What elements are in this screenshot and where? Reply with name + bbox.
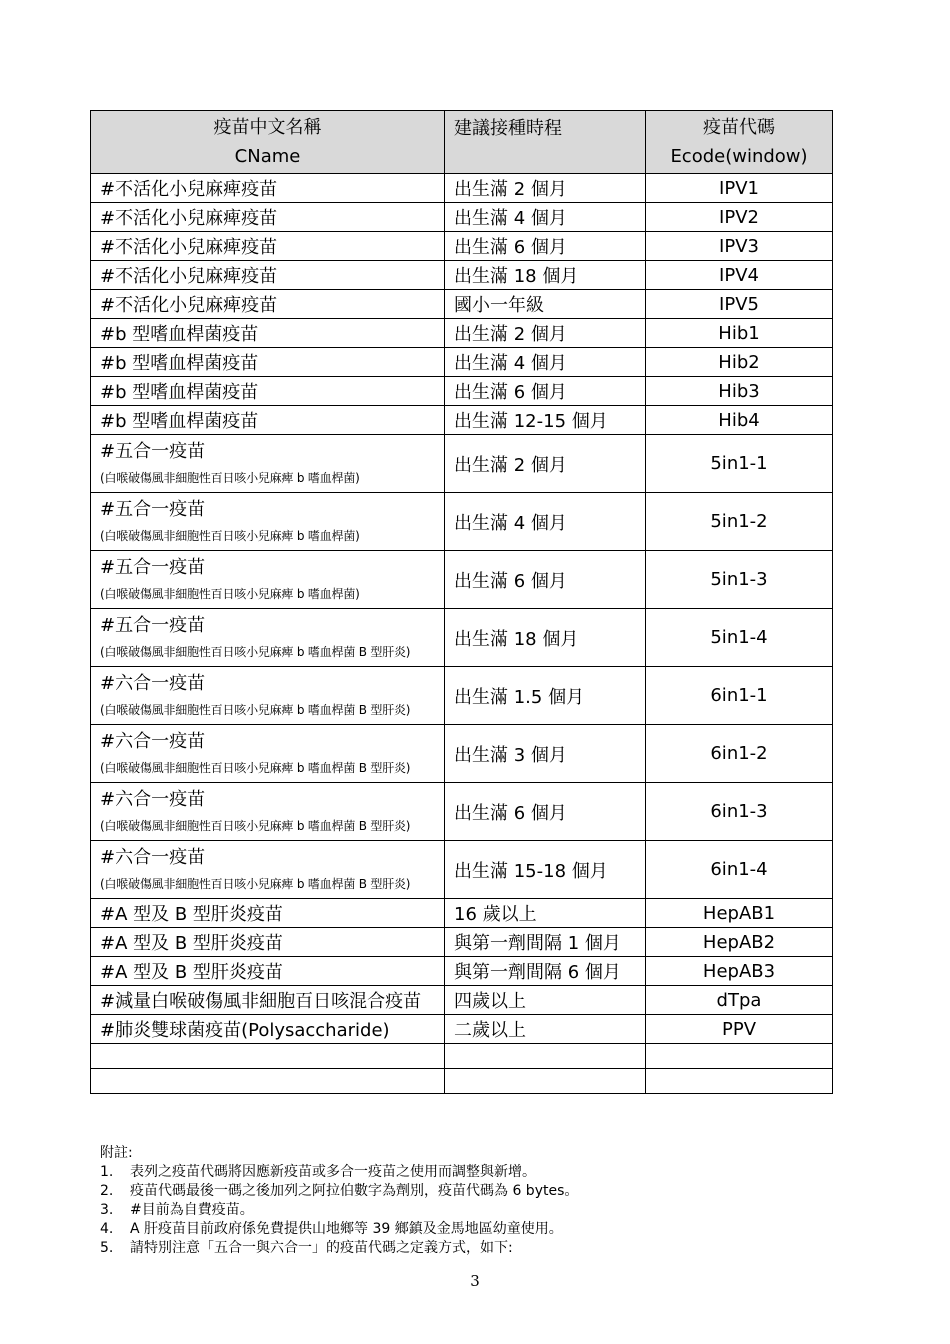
- vaccine-name: #六合一疫苗: [100, 673, 206, 694]
- cell-schedule: 與第一劑間隔 6 個月: [445, 957, 646, 986]
- header-vaccine-code: [646, 111, 833, 174]
- cell-schedule: 二歲以上: [445, 1015, 646, 1044]
- footnote: [100, 1144, 860, 1258]
- cell-vaccine-name: [91, 783, 445, 841]
- cell-vaccine-name: [91, 609, 445, 667]
- cell-vaccine-name: #A 型及 B 型肝炎疫苗: [91, 928, 445, 957]
- table-row: [91, 348, 833, 377]
- header-code-cn: 疫苗代碼: [703, 117, 775, 138]
- cell-schedule: 出生滿 2 個月: [445, 435, 646, 493]
- vaccine-components: (白喉破傷風非細胞性百日咳小兒麻痺 b 嗜血桿菌): [100, 587, 360, 601]
- cell-vaccine-code: IPV4: [646, 261, 833, 290]
- cell-vaccine-code: 6in1-3: [646, 783, 833, 841]
- table-row: [91, 667, 833, 725]
- cell-vaccine-name: [91, 551, 445, 609]
- cell-schedule: 出生滿 1.5 個月: [445, 667, 646, 725]
- vaccine-components: (白喉破傷風非細胞性百日咳小兒麻痺 b 嗜血桿菌 B 型肝炎): [100, 819, 411, 833]
- cell-vaccine-code: HepAB1: [646, 899, 833, 928]
- footnote-item: [100, 1163, 860, 1182]
- header-code-en: Ecode(window): [670, 146, 808, 167]
- footnote-item: [100, 1239, 860, 1258]
- cell-vaccine-code: PPV: [646, 1015, 833, 1044]
- vaccine-name: #六合一疫苗: [100, 731, 206, 752]
- table-row: [91, 290, 833, 319]
- cell-vaccine-name: [91, 725, 445, 783]
- cell-schedule: 四歲以上: [445, 986, 646, 1015]
- cell-vaccine-code: IPV1: [646, 174, 833, 203]
- cell-vaccine-name: #減量白喉破傷風非細胞百日咳混合疫苗: [91, 986, 445, 1015]
- cell-vaccine-name: [91, 841, 445, 899]
- vaccine-components: (白喉破傷風非細胞性百日咳小兒麻痺 b 嗜血桿菌): [100, 471, 360, 485]
- cell-vaccine-code: HepAB3: [646, 957, 833, 986]
- cell-schedule: 出生滿 12-15 個月: [445, 406, 646, 435]
- footnote-text: #目前為自費疫苗。: [130, 1202, 254, 1218]
- cell-vaccine-code: 5in1-1: [646, 435, 833, 493]
- empty-cell: [445, 1069, 646, 1094]
- cell-vaccine-name: #不活化小兒麻痺疫苗: [91, 203, 445, 232]
- cell-schedule: 出生滿 2 個月: [445, 319, 646, 348]
- footnote-number: 1.: [100, 1164, 114, 1180]
- vaccine-code-table: [90, 110, 833, 1094]
- cell-schedule: 出生滿 6 個月: [445, 551, 646, 609]
- cell-vaccine-code: IPV3: [646, 232, 833, 261]
- header-name-en: CName: [234, 146, 301, 167]
- footnote-title: 附註:: [100, 1145, 133, 1161]
- cell-schedule: 出生滿 6 個月: [445, 377, 646, 406]
- cell-vaccine-name: #b 型嗜血桿菌疫苗: [91, 377, 445, 406]
- page-number: 3: [470, 1272, 480, 1290]
- vaccine-components: (白喉破傷風非細胞性百日咳小兒麻痺 b 嗜血桿菌 B 型肝炎): [100, 703, 411, 717]
- vaccine-name: #六合一疫苗: [100, 789, 206, 810]
- table-body: [91, 174, 833, 1094]
- footnote-list: [100, 1163, 860, 1258]
- table-row: [91, 928, 833, 957]
- cell-vaccine-code: 5in1-3: [646, 551, 833, 609]
- table-row: [91, 261, 833, 290]
- cell-vaccine-name: #A 型及 B 型肝炎疫苗: [91, 899, 445, 928]
- footnote-number: 4.: [100, 1221, 114, 1237]
- vaccine-name: #五合一疫苗: [100, 615, 206, 636]
- table-row: [91, 609, 833, 667]
- table-row: [91, 493, 833, 551]
- cell-vaccine-code: 6in1-4: [646, 841, 833, 899]
- table-row: [91, 406, 833, 435]
- footnote-item: [100, 1201, 860, 1220]
- cell-vaccine-name: #不活化小兒麻痺疫苗: [91, 232, 445, 261]
- cell-vaccine-code: IPV2: [646, 203, 833, 232]
- table-row: [91, 174, 833, 203]
- footnote-text: 疫苗代碼最後一碼之後加列之阿拉伯數字為劑別，疫苗代碼為 6 bytes。: [130, 1183, 579, 1199]
- cell-vaccine-code: Hib2: [646, 348, 833, 377]
- cell-schedule: 出生滿 15-18 個月: [445, 841, 646, 899]
- cell-vaccine-name: #不活化小兒麻痺疫苗: [91, 290, 445, 319]
- cell-schedule: 出生滿 3 個月: [445, 725, 646, 783]
- footnote-text: 表列之疫苗代碼將因應新疫苗或多合一疫苗之使用而調整與新增。: [130, 1164, 536, 1180]
- cell-vaccine-name: #不活化小兒麻痺疫苗: [91, 261, 445, 290]
- cell-vaccine-code: 5in1-2: [646, 493, 833, 551]
- cell-schedule: 16 歲以上: [445, 899, 646, 928]
- footnote-number: 3.: [100, 1202, 114, 1218]
- cell-vaccine-code: HepAB2: [646, 928, 833, 957]
- table-header-row: [91, 111, 833, 174]
- empty-cell: [91, 1069, 445, 1094]
- cell-schedule: 出生滿 4 個月: [445, 203, 646, 232]
- table-row: [91, 725, 833, 783]
- table-row: [91, 377, 833, 406]
- empty-table-row: [91, 1044, 833, 1069]
- cell-vaccine-name: #不活化小兒麻痺疫苗: [91, 174, 445, 203]
- cell-vaccine-name: [91, 493, 445, 551]
- cell-vaccine-code: Hib1: [646, 319, 833, 348]
- cell-schedule: 出生滿 6 個月: [445, 783, 646, 841]
- vaccine-name: #五合一疫苗: [100, 557, 206, 578]
- table-row: [91, 899, 833, 928]
- footnote-item: [100, 1182, 860, 1201]
- header-schedule: 建議接種時程: [445, 111, 646, 174]
- table-row: [91, 1015, 833, 1044]
- cell-vaccine-code: 5in1-4: [646, 609, 833, 667]
- empty-table-row: [91, 1069, 833, 1094]
- cell-schedule: 與第一劑間隔 1 個月: [445, 928, 646, 957]
- cell-vaccine-code: 6in1-1: [646, 667, 833, 725]
- vaccine-name: #五合一疫苗: [100, 441, 206, 462]
- cell-vaccine-name: [91, 435, 445, 493]
- cell-schedule: 出生滿 6 個月: [445, 232, 646, 261]
- cell-vaccine-code: IPV5: [646, 290, 833, 319]
- cell-vaccine-name: #肺炎雙球菌疫苗(Polysaccharide): [91, 1015, 445, 1044]
- cell-schedule: 出生滿 4 個月: [445, 493, 646, 551]
- cell-vaccine-code: 6in1-2: [646, 725, 833, 783]
- cell-vaccine-name: #b 型嗜血桿菌疫苗: [91, 406, 445, 435]
- empty-cell: [445, 1044, 646, 1069]
- table-row: [91, 203, 833, 232]
- vaccine-components: (白喉破傷風非細胞性百日咳小兒麻痺 b 嗜血桿菌 B 型肝炎): [100, 877, 411, 891]
- cell-vaccine-code: dTpa: [646, 986, 833, 1015]
- empty-cell: [646, 1069, 833, 1094]
- cell-vaccine-code: Hib3: [646, 377, 833, 406]
- vaccine-name: #五合一疫苗: [100, 499, 206, 520]
- vaccine-components: (白喉破傷風非細胞性百日咳小兒麻痺 b 嗜血桿菌 B 型肝炎): [100, 645, 411, 659]
- table-row: [91, 986, 833, 1015]
- table-row: [91, 551, 833, 609]
- table-row: [91, 957, 833, 986]
- table-row: [91, 783, 833, 841]
- vaccine-name: #六合一疫苗: [100, 847, 206, 868]
- footnote-text: 請特別注意「五合一與六合一」的疫苗代碼之定義方式，如下:: [130, 1240, 513, 1256]
- footnote-text: A 肝疫苗目前政府係免費提供山地鄉等 39 鄉鎮及金馬地區幼童使用。: [130, 1221, 563, 1237]
- table-row: [91, 841, 833, 899]
- header-name-cn: 疫苗中文名稱: [213, 117, 322, 138]
- cell-vaccine-name: #b 型嗜血桿菌疫苗: [91, 319, 445, 348]
- vaccine-components: (白喉破傷風非細胞性百日咳小兒麻痺 b 嗜血桿菌): [100, 529, 360, 543]
- table-row: [91, 232, 833, 261]
- cell-schedule: 出生滿 18 個月: [445, 261, 646, 290]
- cell-vaccine-code: Hib4: [646, 406, 833, 435]
- vaccine-components: (白喉破傷風非細胞性百日咳小兒麻痺 b 嗜血桿菌 B 型肝炎): [100, 761, 411, 775]
- table-row: [91, 435, 833, 493]
- footnote-number: 2.: [100, 1183, 114, 1199]
- table-row: [91, 319, 833, 348]
- footnote-item: [100, 1220, 860, 1239]
- cell-vaccine-name: #b 型嗜血桿菌疫苗: [91, 348, 445, 377]
- header-vaccine-name: [91, 111, 445, 174]
- cell-vaccine-name: #A 型及 B 型肝炎疫苗: [91, 957, 445, 986]
- empty-cell: [646, 1044, 833, 1069]
- cell-schedule: 出生滿 4 個月: [445, 348, 646, 377]
- cell-schedule: 出生滿 2 個月: [445, 174, 646, 203]
- cell-vaccine-name: [91, 667, 445, 725]
- empty-cell: [91, 1044, 445, 1069]
- footnote-number: 5.: [100, 1240, 114, 1256]
- cell-schedule: 國小一年級: [445, 290, 646, 319]
- cell-schedule: 出生滿 18 個月: [445, 609, 646, 667]
